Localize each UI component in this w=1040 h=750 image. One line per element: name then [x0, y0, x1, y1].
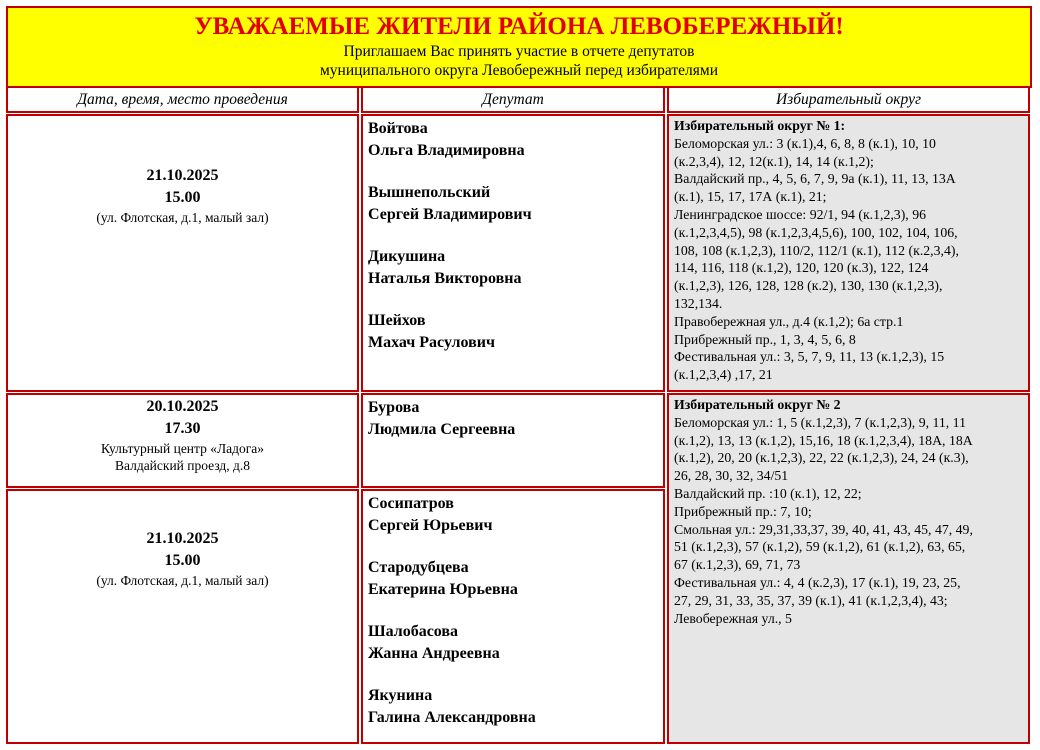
meeting-1-time: 15.00 — [164, 189, 201, 206]
district-2-line: 26, 28, 30, 32, 34/51 — [674, 468, 789, 484]
banner-subtitle-line1: Приглашаем Вас принять участие в отчете депутатов — [343, 43, 695, 60]
district-1-line: Ленинградское шоссе: 92/1, 94 (к.1,2,3), 96 — [674, 206, 926, 222]
district-1-line: Фестивальная ул.: 3, 5, 7, 9, 11, 13 (к.1,2,3), 15 — [674, 349, 945, 365]
district-1-title: Избирательный округ № 1: — [674, 118, 846, 133]
meeting-2-date: 20.10.2025 — [146, 398, 219, 415]
district-2-line: Валдайский пр. :10 (к.1), 12, 22; — [674, 485, 862, 501]
deputy-yakunina — [368, 685, 663, 728]
announcement-banner — [6, 6, 1032, 88]
header-district: Избирательный округ — [667, 86, 1030, 113]
district-2-line: (к.1,2), 20, 20 (к.1,2,3), 22, 22 (к.1,2,3), 24, 24 (к.3), — [674, 450, 969, 466]
district-1-line: 114, 116, 118 (к.1,2), 120, 120 (к.3), 122, 124 — [674, 260, 929, 276]
meeting-2-time: 17.30 — [164, 420, 201, 437]
deputy-name: Ольга Владимировна — [368, 141, 525, 159]
deputies-group-3 — [361, 489, 665, 744]
meeting-3-cell — [6, 489, 359, 744]
deputy-surname: Войтова — [368, 120, 428, 137]
district-1-line: (к.2,3,4), 12, 12(к.1), 14, 14 (к.1,2); — [674, 153, 874, 169]
district-2-line: 51 (к.1,2,3), 57 (к.1,2), 59 (к.1,2), 61 (к.1,2), 63, 65, — [674, 539, 966, 555]
deputy-burova — [368, 397, 663, 440]
deputy-surname: Шалобасова — [368, 623, 459, 640]
meeting-1-cell — [6, 114, 359, 392]
deputy-name: Галина Александровна — [368, 708, 536, 726]
meeting-1-date: 21.10.2025 — [146, 167, 219, 184]
header-date: Дата, время, место проведения — [6, 86, 359, 113]
district-1-line: 108, 108 (к.1,2,3), 110/2, 112/1 (к.1), 112 (к.2,3,4), — [674, 242, 959, 258]
district-1-line: Правобережная ул., д.4 (к.1,2); 6а стр.1 — [674, 313, 904, 329]
district-1-line: (к.1,2,3,4,5), 98 (к.1,2,3,4,5,6), 100, 102, 104, 106, — [674, 224, 958, 240]
deputy-surname: Якунина — [368, 687, 433, 704]
district-1-line: Прибрежный пр., 1, 3, 4, 5, 6, 8 — [674, 331, 856, 347]
meeting-1-place: (ул. Флотская, д.1, малый зал) — [96, 210, 269, 225]
district-2-line: (к.1,2), 13, 13 (к.1,2), 15,16, 18 (к.1,2,3,4), 18А, 18А — [674, 432, 973, 448]
deputy-name: Сергей Юрьевич — [368, 516, 493, 534]
district-2-line: Смольная ул.: 29,31,33,37, 39, 40, 41, 43, 45, 47, 49, — [674, 521, 973, 537]
district-1-line: Валдайский пр., 4, 5, 6, 7, 9, 9а (к.1), 11, 13, 13А — [674, 171, 956, 187]
meeting-3-date: 21.10.2025 — [146, 530, 219, 547]
district-2-line: 27, 29, 31, 33, 35, 37, 39 (к.1), 41 (к.1,2,3,4), 43; — [674, 592, 948, 608]
district-1-line: (к.1,2,3), 126, 128, 128 (к.2), 130, 130 (к.1,2,3), — [674, 278, 943, 294]
deputy-surname: Стародубцева — [368, 559, 469, 576]
deputy-surname: Шейхов — [368, 312, 426, 329]
deputy-name: Жанна Андреевна — [368, 644, 500, 662]
deputy-name: Сергей Владимирович — [368, 205, 532, 223]
district-2-line: 67 (к.1,2,3), 69, 71, 73 — [674, 557, 801, 573]
deputy-name: Махач Расулович — [368, 333, 495, 351]
banner-subtitle-line2: муниципального округа Левобережный перед избирателями — [319, 62, 719, 79]
deputies-group-1 — [361, 114, 665, 392]
deputy-surname: Бурова — [368, 399, 420, 416]
district-2-line: Фестивальная ул.: 4, 4 (к.2,3), 17 (к.1), 19, 23, 25, — [674, 574, 961, 590]
deputy-surname: Сосипатров — [368, 495, 454, 512]
deputy-name: Наталья Викторовна — [368, 269, 522, 287]
deputy-starodubtseva — [368, 557, 663, 600]
deputy-shalobasova — [368, 621, 663, 664]
meeting-3-time: 15.00 — [164, 552, 201, 569]
district-2-line: Прибрежный пр.: 7, 10; — [674, 503, 812, 519]
district-1-line: (к.1), 15, 17, 17А (к.1), 21; — [674, 189, 827, 205]
district-1-line: 132,134. — [674, 295, 723, 311]
deputies-group-2 — [361, 393, 665, 488]
district-2-title: Избирательный округ № 2 — [674, 397, 841, 412]
banner-title: УВАЖАЕМЫЕ ЖИТЕЛИ РАЙОНА ЛЕВОБЕРЕЖНЫЙ! — [194, 13, 844, 40]
deputy-name: Людмила Сергеевна — [368, 420, 516, 438]
district-1-line: (к.1,2,3,4) ,17, 21 — [674, 367, 773, 383]
district-1-line: Беломорская ул.: 3 (к.1),4, 6, 8, 8 (к.1), 10, 10 — [674, 135, 936, 151]
meeting-3-place: (ул. Флотская, д.1, малый зал) — [96, 573, 269, 588]
deputy-surname: Дикушина — [368, 248, 446, 265]
district-2-line: Беломорская ул.: 1, 5 (к.1,2,3), 7 (к.1,2,3), 9, 11, 11 — [674, 414, 966, 430]
deputy-voytova — [368, 118, 663, 161]
meeting-2-place-line1: Культурный центр «Ладога» — [100, 441, 265, 456]
district-1-cell — [667, 114, 1030, 392]
meeting-2-place-line2: Валдайский проезд, д.8 — [114, 458, 251, 473]
deputy-sheykhov — [368, 310, 663, 353]
meeting-2-cell — [6, 393, 359, 488]
district-2-line: Левобережная ул., 5 — [674, 610, 792, 626]
deputy-sosipatrov — [368, 493, 663, 536]
deputy-vyshnepolsky — [368, 182, 663, 225]
deputy-name: Екатерина Юрьевна — [368, 580, 518, 598]
header-deputy: Депутат — [361, 86, 665, 113]
deputy-surname: Вышнепольский — [368, 184, 491, 201]
deputy-dikushina — [368, 246, 663, 289]
district-2-cell — [667, 393, 1030, 744]
